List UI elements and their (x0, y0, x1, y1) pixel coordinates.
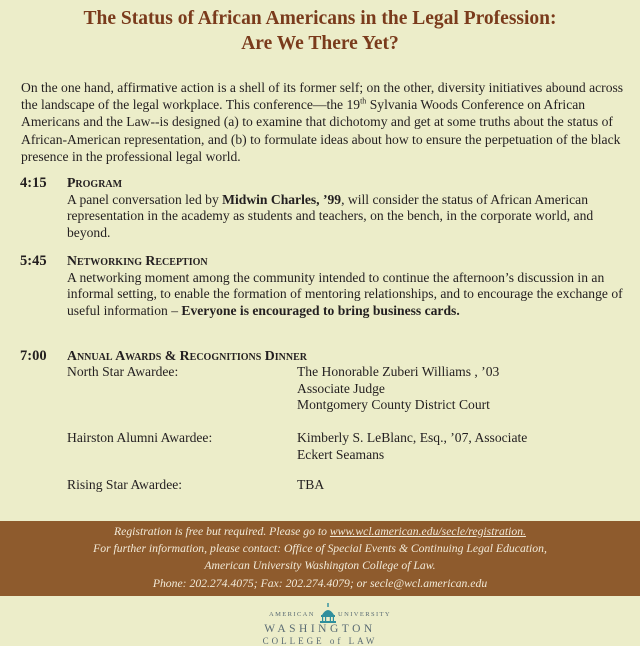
title-line-2: Are We There Yet? (241, 33, 399, 54)
networking-description (67, 270, 635, 320)
networking-section (20, 253, 635, 319)
registration-banner (0, 521, 640, 596)
dinner-section (20, 348, 635, 365)
program-time: 4:15 (20, 175, 47, 191)
award-line: TBA (297, 477, 325, 492)
award-label: Rising Star Awardee: (67, 477, 183, 492)
program-speaker: Midwin Charles, ’99 (222, 191, 342, 207)
school-logo (0, 596, 640, 646)
intro-text-1: On the one hand, affirmative action is a shell of its former self; on the other, diversity initiatives abound across the landscape of the legal workplace. This conference—the 19 (21, 80, 624, 113)
award-line: Kimberly S. LeBlanc, Esq., ’07, Associate (297, 430, 528, 445)
logo-university: UNIVERSITY (338, 611, 391, 618)
intro-paragraph (21, 79, 633, 165)
contact-line: Phone: 202.274.4075; Fax: 202.274.4079; or secle@wcl.american.edu (152, 576, 488, 590)
intro-text-2: Sylvania Woods Conference on African Americans and the Law--is designed (a) to examine that dichotomy and get at some truths about the status of African-American representation, and (b) to formulate ideas about how to ensure the perpetuation of the black presence in the professional legal world. (21, 97, 621, 164)
dinner-time: 7:00 (20, 348, 47, 364)
info-line-1: For further information, please contact: Office of Special Events & Continuing Legal Education, (93, 542, 547, 556)
program-description (67, 192, 635, 242)
registration-text: Registration is free but required. Please go to (114, 525, 330, 538)
award-line: Eckert Seamans (297, 446, 385, 462)
networking-time: 5:45 (20, 253, 47, 269)
dinner-heading: Annual Awards & Recognitions Dinner (67, 348, 307, 363)
networking-emphasis: Everyone is encouraged to bring business cards. (181, 302, 460, 318)
capitol-dome-icon (318, 603, 338, 623)
award-line: The Honorable Zuberi Williams , ’03 (297, 364, 500, 379)
award-line: Associate Judge (297, 380, 385, 396)
networking-heading: Networking Reception (67, 253, 208, 268)
logo-washington: WASHINGTON (264, 623, 376, 635)
award-line: Montgomery County District Court (297, 397, 490, 413)
title-line-1: The Status of African Americans in the Legal Profession: (83, 8, 557, 29)
award-recipient (297, 477, 617, 494)
intro-superscript: th (360, 96, 367, 106)
award-recipient (297, 364, 617, 414)
logo-top-row (230, 609, 410, 623)
logo-american: AMERICAN (269, 611, 315, 618)
registration-line (0, 523, 640, 540)
program-section (20, 175, 635, 241)
networking-text: A networking moment among the community intended to continue the afternoon’s discussion in an informal setting, to enable the formation of mentoring relationships, and to encourage the exchange of useful information – (67, 269, 623, 318)
program-text-after: , will consider the status of African American representation in the academy as students and teachers, on the bench, in the corporate world, and beyond. (67, 191, 594, 240)
info-line-2: American University Washington College of Law. (204, 559, 436, 573)
award-recipient (297, 430, 617, 463)
program-heading: Program (67, 175, 123, 190)
award-label: Hairston Alumni Awardee: (67, 430, 213, 445)
logo-college-of-law: COLLEGE of LAW (262, 636, 378, 646)
registration-link[interactable]: www.wcl.american.edu/secle/registration. (329, 525, 526, 538)
program-text-before: A panel conversation led by (67, 191, 223, 207)
award-label: North Star Awardee: (67, 364, 179, 379)
page-title (0, 6, 640, 56)
